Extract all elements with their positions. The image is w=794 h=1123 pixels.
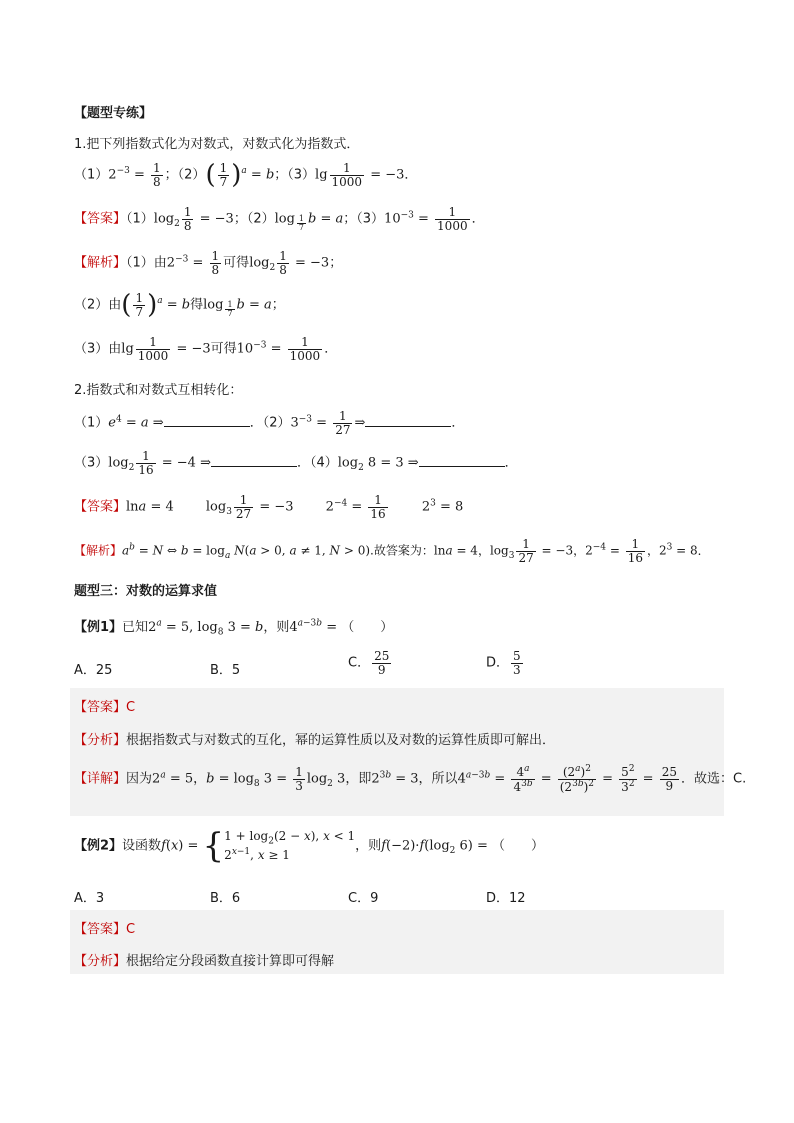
q1-analysis-2: （2）由( $\frac{1}{7}$ )$^a$ = b得log $_{\frac{1}{7}}$ b = a； [74,290,285,320]
q2-analysis: 【解析】$a^b = N$ ⇔ $b = \log_a N(a > 0$, a ≠ 1, N > 0).故答案为：lna = 4，$\log_3$ $\frac{1}{27}$ = −3，$2^{-4}$ = $\frac{1}{16}$ ，$2^3 = 8$． [74,537,710,565]
ex1-option-c[interactable]: C． $\frac{25}{9}$ [348,649,390,677]
ex1-option-a[interactable]: A．25 [74,663,113,678]
q2-answer: 【答案】lna = 4 $\log_3$ $\frac{1}{27}$ = −3 $2^{-4}$ = $\frac{1}{16}$ $2^3 = 8$ [74,493,464,521]
ex2-fenxi: 【分析】根据给定分段函数直接计算即可得解 [74,954,335,969]
ex1-option-d[interactable]: D． $\frac{5}{3}$ [486,649,521,677]
q2-items-row2: $(3)\log_2$ $\frac{1}{16}$ = −4 ⇒ ．$(4)\log_2$ 8 = 3 ⇒ ． [74,449,518,477]
q1-analysis-3: （3）由lg $\frac{1}{1000}$ = −3可得$10^{-3}$ = $\frac{1}{1000}$ ． [74,335,338,363]
ex1-option-b[interactable]: B．5 [210,663,241,678]
ex2-option-a[interactable]: A．3 [74,891,105,906]
section3-title: 题型三：对数的运算求值 [74,584,218,599]
ex2-stem: 【例2】设函数f(x) = { $1 + \log_2(2 - x)$, x < 1 $2^{x-1}$, x ≥ 1 ，则$f(-2)\cdot f(\log_2$ 6) = （ ） [74,826,545,866]
q1-items: $(1)2^{-3}$ = $\frac{1}{8}$ ；（2）( $\frac{1}{7}$ )$^a$ = b；（3）lg $\frac{1}{1000}$ = −3． [74,160,418,190]
q1-stem: 1.把下列指数式化为对数式，对数式化为指数式． [74,137,360,152]
ex1-solution-box [70,688,724,816]
q2-stem: 2.指数式和对数式互相转化： [74,383,243,398]
ex1-answer: 【答案】C [74,700,136,715]
ex1-fenxi: 【分析】根据指数式与对数式的互化，幂的运算性质以及对数的运算性质即可解出． [74,733,556,748]
q1-answer: 【答案】$(1)\log_2$ $\frac{1}{8}$ = −3；（2）log $_{\frac{1}{7}}$ b = a；$(3)10^{-3}$ = $\frac{1}{1000}$ ． [74,205,485,233]
ex2-option-d[interactable]: D．12 [486,891,526,906]
q2-items-row1: $(1)e^4 = a$ ⇒ ．$(2)3^{-3}$ = $\frac{1}{27}$ ⇒ ． [74,409,465,437]
ex2-answer: 【答案】C [74,922,136,937]
section-header: 【题型专练】 [74,106,153,121]
ex2-option-b[interactable]: B．6 [210,891,241,906]
ex1-detail: 【详解】因为$2^a = 5$，$b = \log_8 3$ = $\frac{1}{3}$ $\log_2 3$，即$2^{3b} = 3$，所以$4^{a-3b}$ = $\frac{4^a}{4^{3b}}$ = $\frac{(2^a)^2}{(2^{3b})^2}$ = $\frac{5^2}{3^2}$ = $\frac{25}{9}$ ．故选：C. [74,764,747,794]
ex1-stem: 【例1】已知$2^a = 5$, $\log_8 3 = b$，则$4^{a-3b}$ = （ ） [74,618,394,638]
ex2-option-c[interactable]: C．9 [348,891,379,906]
q1-analysis-1: 【解析】（1）由$2^{-3}$ = $\frac{1}{8}$ 可得$\log_2$ $\frac{1}{8}$ = −3； [74,249,343,277]
